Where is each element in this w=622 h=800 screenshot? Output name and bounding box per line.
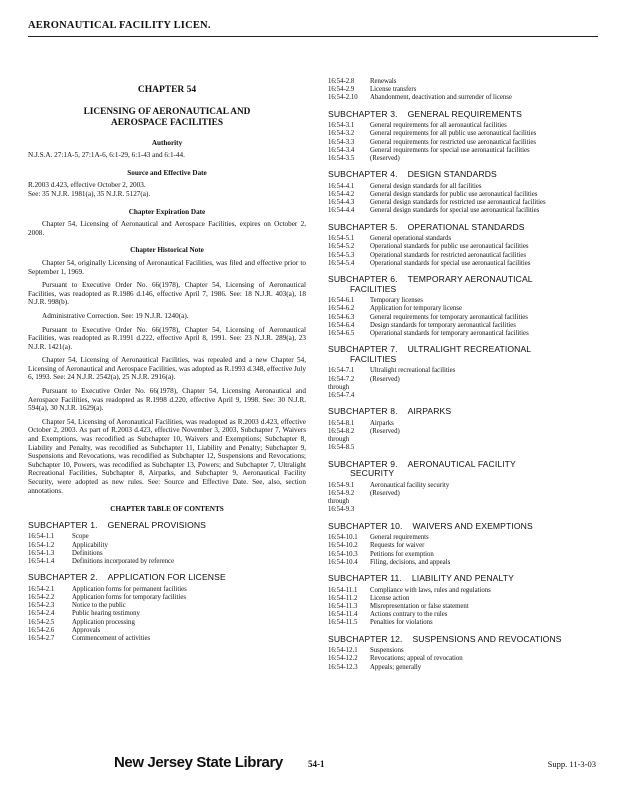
toc-row: 16:54-8.5 [328, 444, 355, 452]
toc-row: through [328, 383, 350, 391]
toc-row: 16:54-1.2 Applicability [28, 541, 108, 549]
toc-row: 16:54-2.9 License transfers [328, 86, 417, 94]
toc-row: 16:54-4.3 General design standards for restricted use aeronautical facilities [328, 199, 546, 207]
subchapter-heading: SUBCHAPTER 1. GENERAL PROVISIONS [28, 519, 207, 530]
header-rule [28, 36, 598, 37]
history-paragraph: Pursuant to Executive Order No. 66(1978), Chapter 54, Licensing Aeronautical and Aerospace Facilities, was readopted as R.1998 d.220, effective April 9, 1998. See: 30 N.J.R. 594(a), 30 N.J.R. 1629(a). [28, 387, 306, 413]
source-heading: Source and Effective Date [127, 168, 207, 177]
toc-row: 16:54-2.5 Application processing [28, 618, 135, 626]
toc-row: 16:54-1.1 Scope [28, 533, 89, 541]
toc-row: 16:54-9.1 Aeronautical facility security [328, 481, 450, 489]
history-paragraph: Chapter 54, Licensing of Aeronautical Facilities, was readopted as R.2003 d.423, effective October 2, 2003. As part of R.2003 d.423, effective November 3, 2003, Subchapter 7, Waivers and Exemptions, was recodified as Subchapter 10, Waivers and Exemptions; Subchapter 8, Liability and Penalty, was recodified as Subchapter 11, Liability and Penalty; Subchapter 9, Suspensions and Revocations, was recodified as Subchapter 12, Suspensions and Revocations; Subchapter 10, Powers, was recodified as Subchapter 13, Powers; and Subchapter 7, Ultralight Recreational Facilities, Subchapter 8, Airparks, and Subchapter 9, Aeronautical Facility Security, were adopted as new rules. See: Source and Effective Date. See, also, section annotations. [28, 417, 306, 495]
expiration-text: Chapter 54, Licensing of Aeronautical and Aerospace Facilities, expires on October 2, 2008. [28, 220, 306, 237]
toc-row: 16:54-11.5 Penalties for violations [328, 619, 433, 627]
chapter-number: CHAPTER 54 [137, 85, 197, 95]
toc-row: 16:54-3.5 (Reserved) [328, 155, 400, 163]
right-column [328, 78, 598, 672]
toc-row: 16:54-10.1 General requirements [328, 534, 429, 542]
toc-row: 16:54-6.3 General requirements for temporary aeronautical facilities [328, 313, 528, 321]
toc-row: 16:54-3.1 General requirements for all aeronautical facilities [328, 122, 507, 130]
toc-row: 16:54-6.2 Application for temporary license [328, 305, 462, 313]
subchapter-heading: SUBCHAPTER 5. OPERATIONAL STANDARDS [328, 221, 525, 232]
authority-heading: Authority [151, 138, 183, 147]
toc-row: 16:54-11.4 Actions contrary to the rules [328, 611, 448, 619]
toc-row: 16:54-9.2 (Reserved) [328, 490, 400, 498]
subchapter-heading: SUBCHAPTER 8. AIRPARKS [328, 406, 452, 417]
toc-row: 16:54-3.3 General requirements for restricted use aeronautical facilities [328, 138, 537, 146]
chapter-title: LICENSING OF AERONAUTICAL AND AEROSPACE FACILITIES [83, 106, 251, 128]
toc-row: 16:54-5.1 General operational standards [328, 235, 452, 243]
toc-heading: CHAPTER TABLE OF CONTENTS [110, 505, 224, 514]
history-paragraph: Chapter 54, Licensing of Aeronautical Facilities, was repealed and a new Chapter 54, Licensing of Aeronautical and Aerospace Facilities, was adopted as R.1993 d.348, effective July 6, 1993. See: 24 N.J.R. 2542(a), 25 N.J.R. 2916(a). [28, 356, 306, 382]
toc-row: 16:54-8.2 (Reserved) [328, 428, 400, 436]
toc-row: 16:54-4.4 General design standards for special use aeronautical facilities [328, 207, 540, 215]
authority-text: N.J.S.A. 27:1A-5, 27:1A-6, 6:1-29, 6:1-43 and 6:1-44. [28, 151, 185, 160]
toc-row: 16:54-7.2 (Reserved) [328, 375, 400, 383]
subchapter-heading: SUBCHAPTER 4. DESIGN STANDARDS [328, 169, 497, 180]
toc-row: 16:54-2.10 Abandonment, deactivation and surrender of license [328, 94, 512, 102]
toc-row: 16:54-4.2 General design standards for public use aeronautical facilities [328, 191, 538, 199]
toc-row: 16:54-11.2 License action [328, 594, 410, 602]
toc-row: 16:54-8.1 Airparks [328, 419, 394, 427]
subchapter-heading: SUBCHAPTER 11. LIABILITY AND PENALTY [328, 573, 514, 584]
subchapter-heading: SUBCHAPTER 7. ULTRALIGHT RECREATIONAL FACILITIES [328, 344, 532, 364]
toc-row: 16:54-7.1 Ultralight recreational facilities [328, 367, 456, 375]
toc-row: 16:54-2.8 Renewals [328, 78, 397, 85]
toc-row: 16:54-9.3 [328, 506, 355, 514]
toc-row: 16:54-11.3 Misrepresentation or false statement [328, 603, 469, 611]
history-paragraph: Pursuant to Executive Order No. 66(1978), Chapter 54, Licensing of Aeronautical Facilities, was readopted as R.1991 d.222, effective April 8, 1991. See: 23 N.J.R. 289(a), 23 N.J.R. 1421(a). [28, 325, 306, 351]
toc-row: 16:54-2.4 Public hearing testimony [28, 610, 140, 618]
toc-row: 16:54-12.3 Appeals; generally [328, 663, 422, 671]
subchapter-heading: SUBCHAPTER 10. WAIVERS AND EXEMPTIONS [328, 520, 533, 531]
left-column [28, 78, 306, 643]
expiration-heading: Chapter Expiration Date [128, 207, 206, 216]
toc-row: 16:54-2.1 Application forms for permanent facilities [28, 585, 187, 593]
toc-row: 16:54-3.2 General requirements for all public use aeronautical facilities [328, 130, 537, 138]
history-paragraph: Chapter 54, originally Licensing of Aeronautical Facilities, was filed and effective prior to September 1, 1969. [28, 258, 306, 276]
toc-row: 16:54-7.4 [328, 392, 355, 400]
toc-row: 16:54-3.4 General requirements for special use aeronautical facilities [328, 146, 530, 154]
history-paragraph: Administrative Correction. See: 19 N.J.R. 1240(a). [42, 311, 189, 320]
toc-row: 16:54-10.3 Petitions for exemption [328, 550, 434, 558]
toc-row: 16:54-5.2 Operational standards for public use aeronautical facilities [328, 243, 529, 251]
toc-row: through [328, 436, 350, 444]
toc-row: 16:54-2.3 Notice to the public [28, 602, 126, 610]
subchapter-heading: SUBCHAPTER 6. TEMPORARY AERONAUTICAL FACILITIES [328, 274, 533, 294]
subchapter-heading: SUBCHAPTER 3. GENERAL REQUIREMENTS [328, 108, 522, 119]
toc-row: 16:54-6.1 Temporary licenses [328, 297, 423, 305]
toc-row: 16:54-10.2 Requests for waiver [328, 542, 425, 550]
toc-row: 16:54-12.1 Suspensions [328, 647, 404, 655]
toc-row: 16:54-2.7 Commencement of activities [28, 635, 151, 642]
toc-row: 16:54-4.1 General design standards for all facilities [328, 182, 482, 190]
toc-row: 16:54-1.4 Definitions incorporated by reference [28, 557, 175, 565]
toc-row: 16:54-6.5 Operational standards for temporary aeronautical facilities [328, 330, 529, 338]
toc-row: 16:54-5.3 Operational standards for restricted aeronautical facilities [328, 251, 527, 259]
toc-row: 16:54-6.4 Design standards for temporary aeronautical facilities [328, 321, 516, 329]
toc-row: 16:54-11.1 Compliance with laws, rules and regulations [328, 586, 491, 594]
history-heading: Chapter Historical Note [130, 246, 204, 255]
toc-row: 16:54-2.2 Application forms for temporary facilities [28, 593, 187, 601]
toc-row: 16:54-12.2 Revocations; appeal of revocation [328, 655, 463, 663]
page-number: 54-1 [308, 759, 325, 769]
supplement-date: Supp. 11-3-03 [547, 759, 596, 769]
toc-row: through [328, 498, 350, 506]
source-text: R.2003 d.423, effective October 2, 2003. See: 35 N.J.R. 1981(a), 35 N.J.R. 5127(a). [28, 181, 151, 198]
subchapter-heading: SUBCHAPTER 12. SUSPENSIONS AND REVOCATIONS [328, 633, 562, 644]
subchapter-heading: SUBCHAPTER 2. APPLICATION FOR LICENSE [28, 572, 226, 583]
toc-row: 16:54-10.4 Filing, decisions, and appeals [328, 558, 451, 566]
subchapter-heading: SUBCHAPTER 9. AERONAUTICAL FACILITY SECURITY [328, 458, 516, 479]
running-head: AERONAUTICAL FACILITY LICEN. [28, 20, 211, 31]
toc-row: 16:54-2.6 Approvals [28, 626, 101, 634]
library-stamp: New Jersey State Library [114, 754, 283, 771]
toc-row: 16:54-1.3 Definitions [28, 549, 103, 557]
history-paragraph: Pursuant to Executive Order No. 66(1978), Chapter 54, Licensing of Aeronautical Facilities, was readopted as R.1986 d.146, effective April 7, 1986. See: 18 N.J.R. 403(a), 18 N.J.R. 998(b). [28, 281, 306, 307]
toc-row: 16:54-5.4 Operational standards for special use aeronautical facilities [328, 259, 531, 267]
